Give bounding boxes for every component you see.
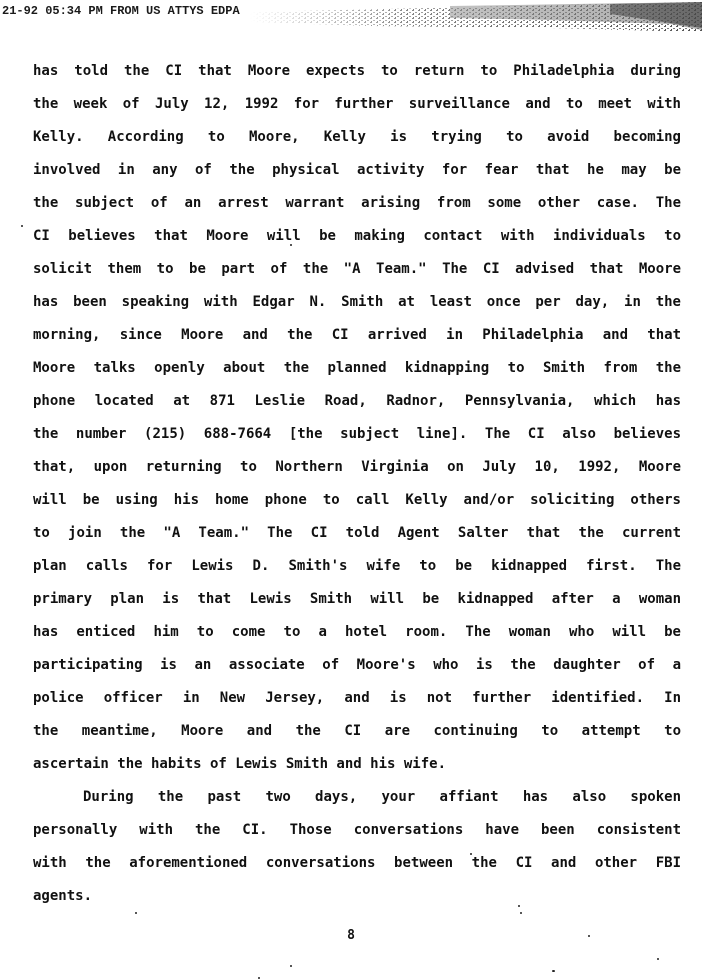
text-line: to join the "A Team." The CI told Agent Salter that the current (33, 525, 681, 541)
fax-header (0, 2, 702, 36)
text-line: that, upon returning to Northern Virginia on July 10, 1992, Moore (33, 459, 681, 475)
fax-speck (520, 912, 522, 914)
text-line: primary plan is that Lewis Smith will be kidnapped after a woman (33, 591, 681, 607)
text-line: has told the CI that Moore expects to return to Philadelphia during (33, 63, 681, 79)
fax-speck (552, 970, 555, 972)
text-line: Kelly. According to Moore, Kelly is trying to avoid becoming (33, 129, 681, 145)
text-line: the week of July 12, 1992 for further surveillance and to meet with (33, 96, 681, 112)
text-line: phone located at 871 Leslie Road, Radnor, Pennsylvania, which has (33, 393, 681, 409)
document-body (33, 55, 681, 913)
fax-speck (470, 853, 472, 855)
text-line: personally with the CI. Those conversations have been consistent (33, 822, 681, 838)
fax-speck (588, 935, 590, 937)
text-line: the number (215) 688-7664 [the subject line]. The CI also believes (33, 426, 681, 442)
fax-speck (518, 905, 520, 907)
text-line: agents. (33, 888, 93, 904)
text-line: solicit them to be part of the "A Team." The CI advised that Moore (33, 261, 681, 277)
fax-transmission-noise (250, 2, 702, 38)
text-line: CI believes that Moore will be making contact with individuals to (33, 228, 681, 244)
text-line: has enticed him to come to a hotel room. The woman who will be (33, 624, 681, 640)
text-line: Moore talks openly about the planned kidnapping to Smith from the (33, 360, 681, 376)
text-line: will be using his home phone to call Kelly and/or soliciting others (33, 492, 681, 508)
fax-speck (290, 965, 292, 967)
fax-speck (258, 977, 260, 979)
page-number: 8 (347, 928, 355, 943)
text-line: During the past two days, your affiant has also spoken (83, 789, 681, 805)
text-line: the subject of an arrest warrant arising from some other case. The (33, 195, 681, 211)
fax-speck (290, 244, 292, 246)
text-line: the meantime, Moore and the CI are continuing to attempt to (33, 723, 681, 739)
fax-speck (135, 912, 137, 914)
fax-header-line: 21-92 05:34 PM FROM US ATTYS EDPA (2, 4, 240, 18)
text-line: ascertain the habits of Lewis Smith and his wife. (33, 756, 447, 772)
fax-speck (657, 958, 659, 960)
text-line: participating is an associate of Moore's who is the daughter of a (33, 657, 681, 673)
text-line: involved in any of the physical activity for fear that he may be (33, 162, 681, 178)
text-line: with the aforementioned conversations between the CI and other FBI (33, 855, 681, 871)
text-line: police officer in New Jersey, and is not further identified. In (33, 690, 681, 706)
text-line: has been speaking with Edgar N. Smith at least once per day, in the (33, 294, 681, 310)
text-line: morning, since Moore and the CI arrived in Philadelphia and that (33, 327, 681, 343)
text-line: plan calls for Lewis D. Smith's wife to be kidnapped first. The (33, 558, 681, 574)
fax-speck (21, 225, 23, 227)
